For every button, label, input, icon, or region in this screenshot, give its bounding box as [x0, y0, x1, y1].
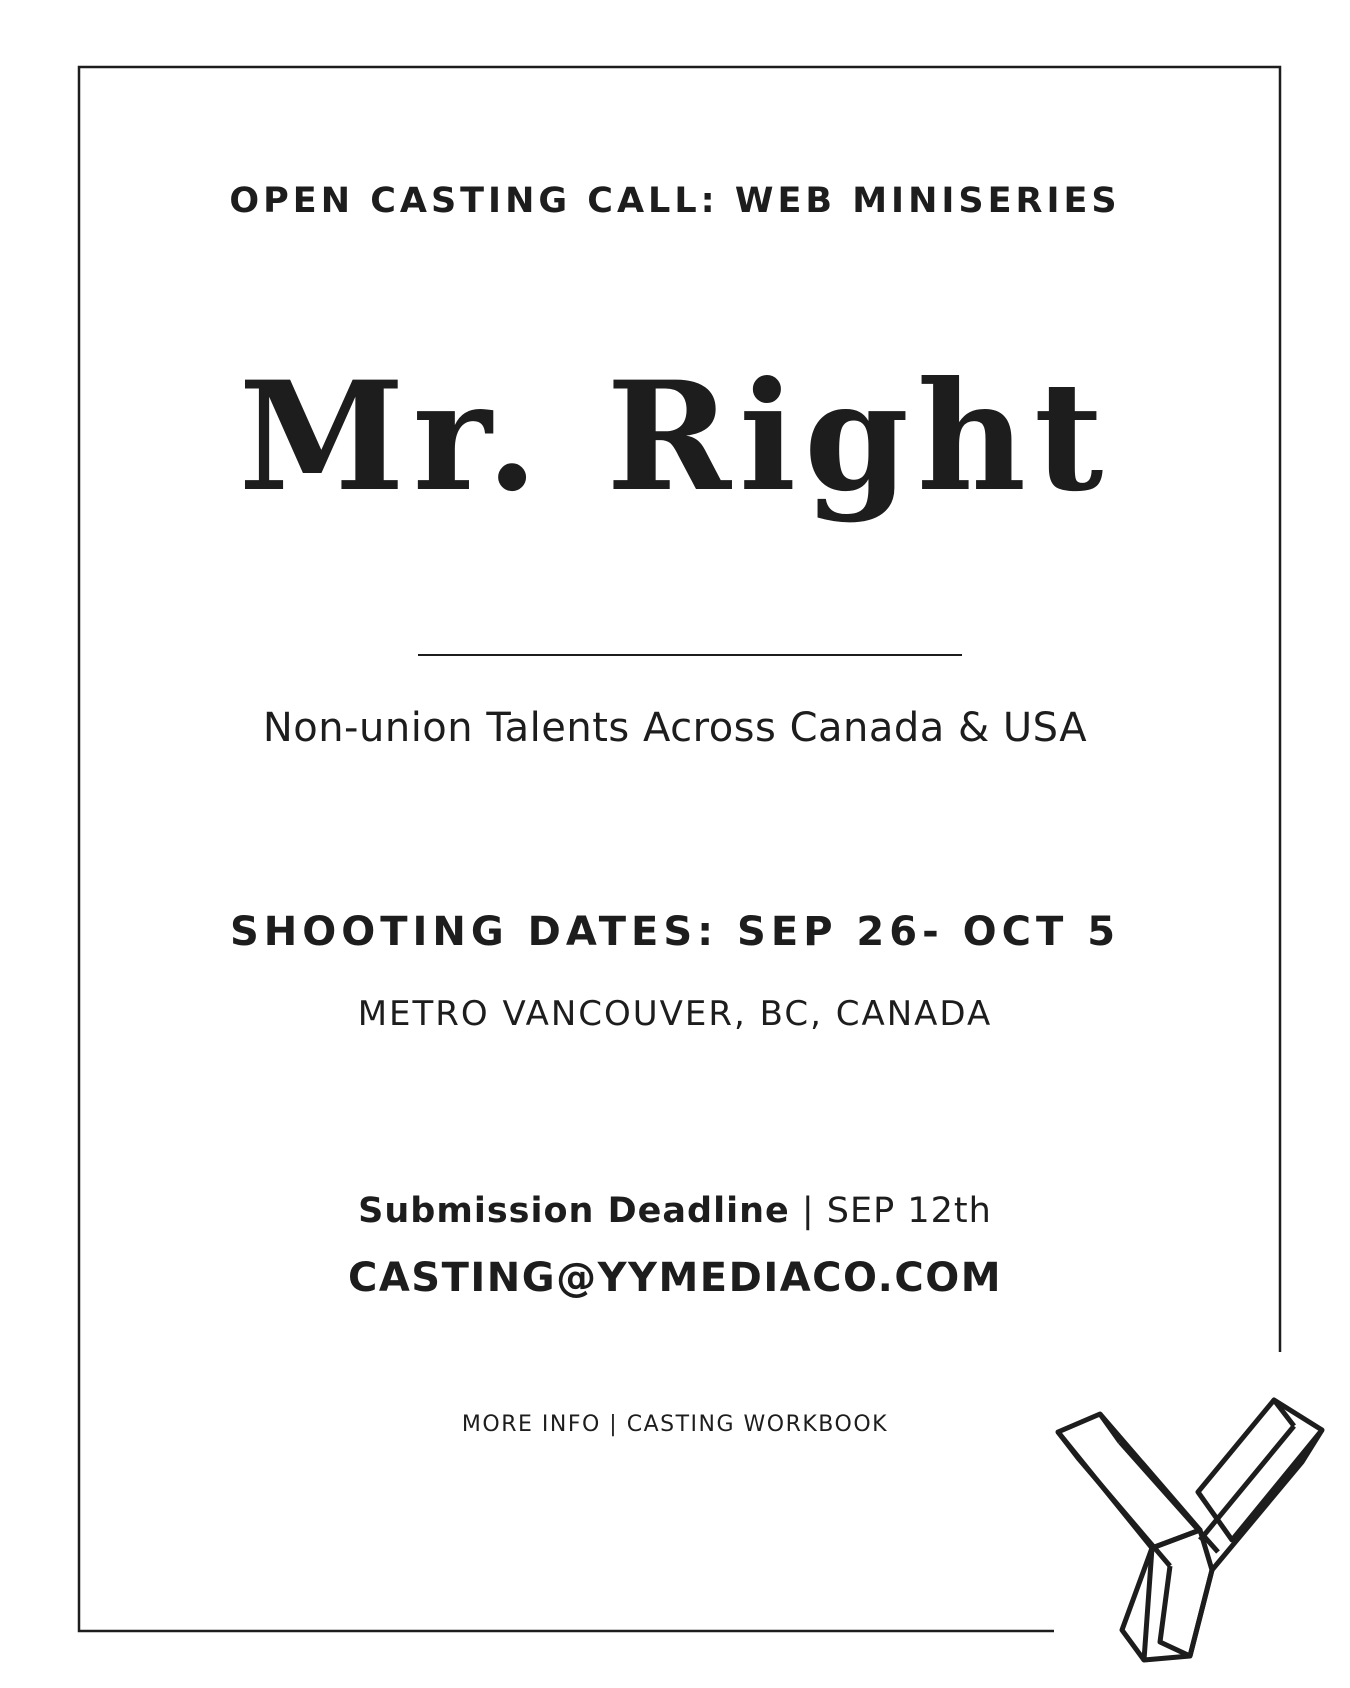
deadline-date: SEP 12th [826, 1191, 992, 1231]
series-title: Mr. Right [238, 349, 1112, 525]
more-info-link[interactable]: MORE INFO | CASTING WORKBOOK [461, 1412, 889, 1437]
contact-email[interactable]: CASTING@YYMEDIACO.COM [347, 1255, 1003, 1301]
shooting-dates: SHOOTING DATES: SEP 26- OCT 5 [229, 909, 1121, 955]
title-divider [418, 654, 962, 656]
shooting-location: METRO VANCOUVER, BC, CANADA [357, 994, 993, 1034]
casting-call-heading: OPEN CASTING CALL: WEB MINISERIES [229, 181, 1121, 221]
deadline-separator: | [789, 1191, 827, 1231]
talent-subtitle: Non-union Talents Across Canada & USA [262, 705, 1088, 751]
submission-deadline [0, 1188, 1350, 1234]
deadline-label: Submission Deadline [358, 1191, 790, 1231]
y-logo-icon [1040, 1380, 1330, 1670]
